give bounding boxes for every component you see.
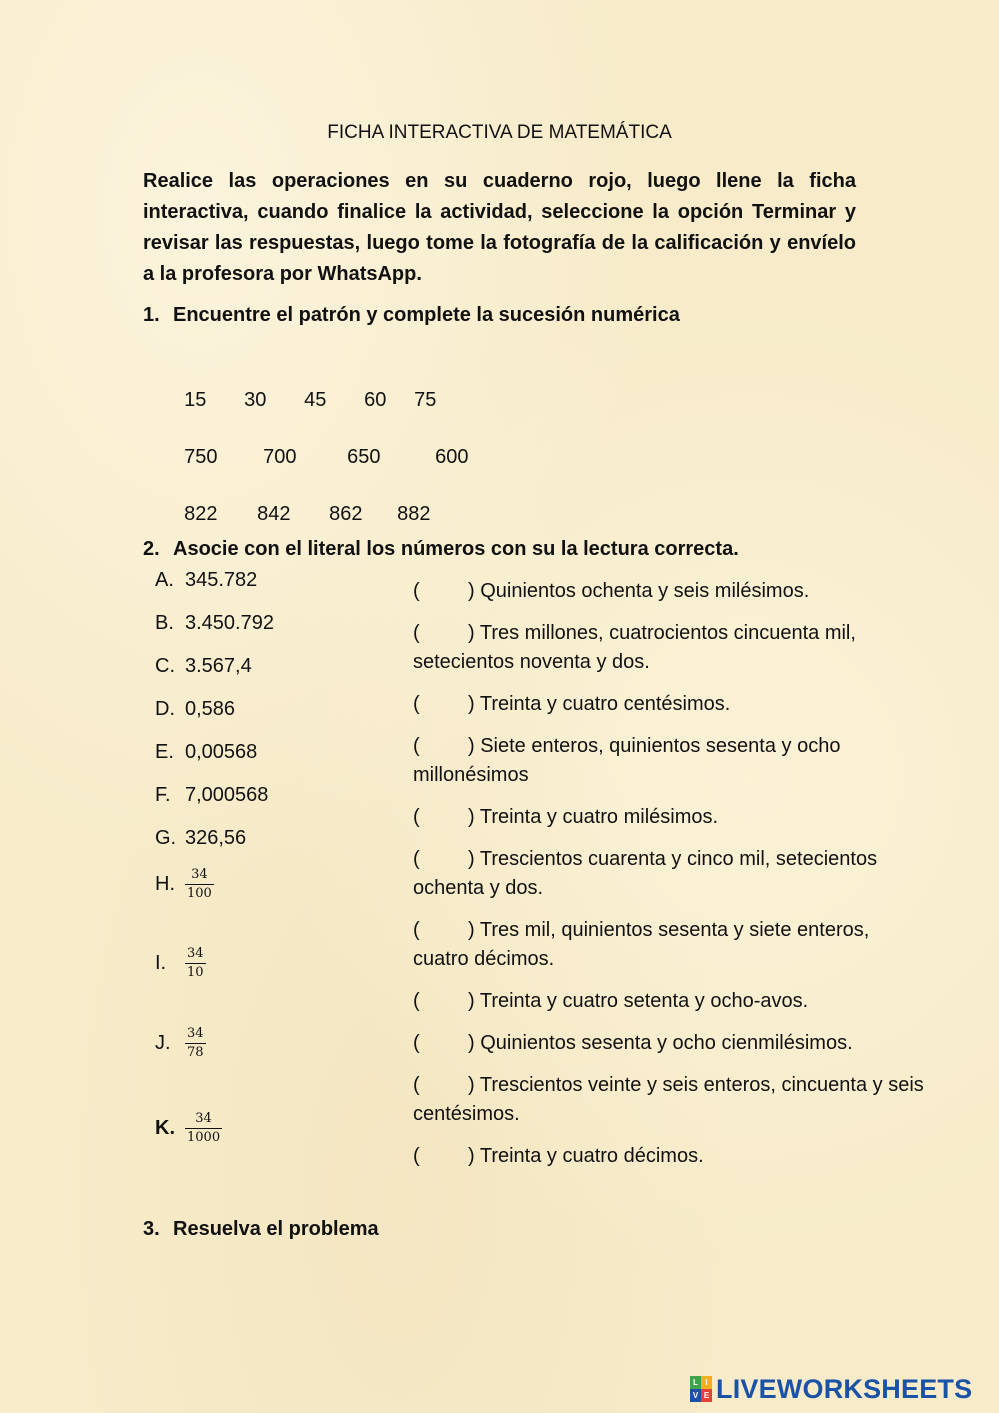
reading-item	[413, 1071, 988, 1129]
reading-text: ) Treinta y cuatro milésimos.	[468, 806, 719, 828]
sequence-number: 882	[397, 503, 431, 525]
option-j	[155, 1025, 206, 1062]
answer-blank[interactable]: (	[413, 848, 420, 870]
sequence-number: 650	[347, 446, 381, 468]
fraction	[185, 945, 206, 982]
sequence-number: 30	[244, 389, 267, 411]
logo-mark-cell: E	[701, 1389, 712, 1402]
sequence-number: 600	[435, 446, 469, 468]
answer-blank[interactable]: (	[413, 580, 420, 602]
liveworksheets-logo	[690, 1373, 972, 1405]
section-3-heading	[143, 1218, 379, 1241]
reading-text: ) Quinientos sesenta y ocho cienmilésimos.	[468, 1032, 853, 1054]
section-1-title: Encuentre el patrón y complete la sucesión numérica	[173, 304, 680, 326]
logo-mark-cell: V	[690, 1389, 701, 1402]
option-value: 7,000568	[185, 784, 269, 806]
option-value: 345.782	[185, 569, 258, 591]
fraction	[185, 866, 214, 903]
sequence-row-3	[173, 480, 431, 526]
section-2-number: 2.	[143, 538, 160, 560]
option-letter: C.	[155, 655, 175, 677]
reading-item	[413, 690, 973, 719]
sequence-row-1	[173, 366, 436, 412]
option-value: 326,56	[185, 827, 247, 849]
reading-item	[413, 803, 973, 832]
option-a	[155, 569, 257, 592]
section-1-heading	[143, 304, 680, 327]
option-letter: G.	[155, 827, 177, 849]
sequence-number: 750	[184, 446, 218, 468]
reading-text: ) Treinta y cuatro décimos.	[468, 1145, 704, 1167]
fraction-numerator: 34	[185, 866, 214, 885]
option-d	[155, 698, 235, 721]
reading-text: ) Trescientos cuarenta y cinco mil, setecientos ochenta y dos.	[413, 848, 878, 899]
option-letter: H.	[155, 872, 175, 895]
reading-text: ) Treinta y cuatro centésimos.	[468, 693, 731, 715]
option-i	[155, 945, 206, 982]
sequence-number: 60	[364, 389, 387, 411]
answer-blank[interactable]: (	[413, 735, 420, 757]
option-value: 3.567,4	[185, 655, 252, 677]
answer-blank[interactable]: (	[413, 1032, 420, 1054]
sequence-number: 842	[257, 503, 291, 525]
option-letter: D.	[155, 698, 175, 720]
option-letter: B.	[155, 612, 174, 634]
option-value: 3.450.792	[185, 612, 274, 634]
option-letter: A.	[155, 569, 174, 591]
reading-text: ) Siete enteros, quinientos sesenta y ocho millonésimos	[413, 735, 841, 786]
option-e	[155, 741, 257, 764]
reading-item	[413, 619, 913, 677]
option-letter: J.	[155, 1031, 171, 1054]
section-1-number: 1.	[143, 304, 160, 326]
option-b	[155, 612, 274, 635]
sequence-number: 45	[304, 389, 327, 411]
option-letter: E.	[155, 741, 174, 763]
option-value: 0,00568	[185, 741, 258, 763]
sequence-number: 822	[184, 503, 218, 525]
page-title: FICHA INTERACTIVA DE MATEMÁTICA	[327, 122, 672, 143]
section-3-number: 3.	[143, 1218, 160, 1240]
fraction-denominator: 100	[187, 886, 212, 901]
answer-blank[interactable]: (	[413, 622, 420, 644]
reading-item	[413, 916, 923, 974]
fraction-numerator: 34	[185, 1110, 222, 1129]
fraction-denominator: 1000	[187, 1130, 221, 1145]
fraction-denominator: 78	[187, 1045, 204, 1060]
fraction-numerator: 34	[185, 945, 206, 964]
answer-blank[interactable]: (	[413, 1145, 420, 1167]
fraction-denominator: 10	[187, 965, 204, 980]
logo-text: LIVEWORKSHEETS	[716, 1373, 973, 1404]
answer-blank[interactable]: (	[413, 990, 420, 1012]
section-3-title: Resuelva el problema	[173, 1218, 379, 1240]
option-letter: K.	[155, 1116, 175, 1139]
answer-blank[interactable]: (	[413, 1074, 420, 1096]
option-c	[155, 655, 252, 678]
reading-item	[413, 577, 973, 606]
logo-mark-cell: I	[701, 1376, 712, 1389]
answer-blank[interactable]: (	[413, 919, 420, 941]
option-letter: I.	[155, 951, 167, 974]
answer-blank[interactable]: (	[413, 693, 420, 715]
section-2-heading	[143, 538, 739, 561]
fraction	[185, 1025, 206, 1062]
reading-text: ) Tres mil, quinientos sesenta y siete enteros, cuatro décimos.	[413, 919, 870, 970]
reading-text: ) Trescientos veinte y seis enteros, cincuenta y seis centésimos.	[413, 1074, 924, 1125]
option-letter: F.	[155, 784, 171, 806]
sequence-number: 75	[414, 389, 437, 411]
sequence-row-2	[173, 423, 469, 469]
fraction-numerator: 34	[185, 1025, 206, 1044]
reading-text: ) Treinta y cuatro setenta y ocho-avos.	[468, 990, 809, 1012]
logo-mark-cell: L	[690, 1376, 701, 1389]
fraction	[185, 1110, 222, 1147]
reading-item	[413, 732, 893, 790]
option-f	[155, 784, 268, 807]
reading-item	[413, 1029, 973, 1058]
reading-text: ) Tres millones, cuatrocientos cincuenta mil, setecientos noventa y dos.	[413, 622, 856, 673]
reading-text: ) Quinientos ochenta y seis milésimos.	[468, 580, 810, 602]
instructions: Realice las operaciones en su cuaderno rojo, luego llene la ficha interactiva, cuando finalice la actividad, seleccione la opción Terminar y revisar las respuestas, luego tome la fotografía de la calificación y envíelo a la profesora por WhatsApp.	[143, 170, 856, 285]
sequence-number: 862	[329, 503, 363, 525]
option-g	[155, 827, 246, 850]
sequence-number: 700	[263, 446, 297, 468]
reading-item	[413, 987, 973, 1016]
logo-mark-icon	[690, 1376, 712, 1402]
option-value: 0,586	[185, 698, 236, 720]
answer-blank[interactable]: (	[413, 806, 420, 828]
sequence-number: 15	[184, 389, 207, 411]
reading-item	[413, 845, 923, 903]
option-h	[155, 866, 214, 903]
section-2-title: Asocie con el literal los números con su la lectura correcta.	[173, 538, 739, 560]
reading-item	[413, 1142, 973, 1171]
option-k	[155, 1110, 222, 1147]
